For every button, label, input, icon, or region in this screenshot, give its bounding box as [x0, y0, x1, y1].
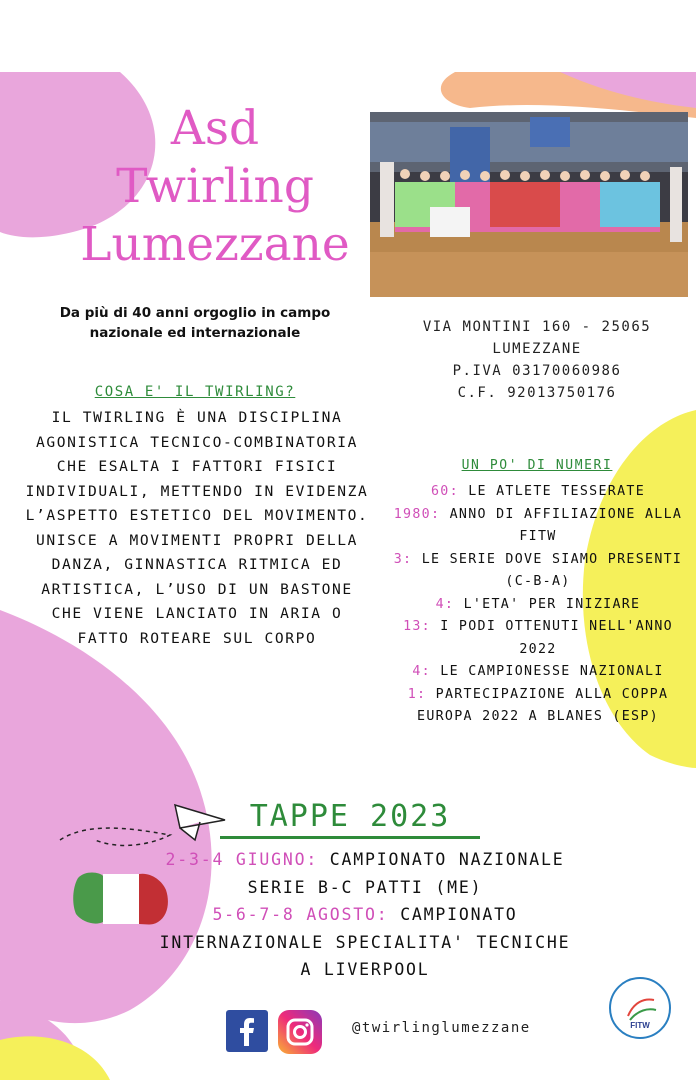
yellow-blob-bottom-left [0, 1036, 110, 1080]
numeri-item: 60: LE ATLETE TESSERATE [430, 484, 646, 499]
tappe-heading: TAPPE 2023 [220, 800, 480, 839]
event-1: 2-3-4 GIUGNO: CAMPIONATO NAZIONALE SERIE B-C PATTI (ME) [165, 850, 565, 897]
title-line-3: Lumezzane [80, 217, 350, 272]
subtitle-line-1: Da più di 40 anni orgoglio in campo [59, 305, 331, 321]
tappe-events [150, 846, 580, 984]
numeri-item: 13: I PODI OTTENUTI NELL'ANNO 2022 [403, 619, 673, 657]
team-photo [370, 112, 688, 297]
fitw-logo [608, 976, 672, 1040]
page-title [40, 100, 390, 274]
title-line-2: Twirling [116, 159, 314, 214]
subtitle [40, 303, 350, 343]
svg-text:FITW: FITW [630, 1021, 650, 1030]
numeri-item: 1: PARTECIPAZIONE ALLA COPPA EUROPA 2022 A BLANES (ESP) [407, 686, 669, 724]
address-city: LUMEZZANE [492, 341, 582, 357]
address-street: VIA MONTINI 160 - 25065 [422, 319, 652, 335]
numeri-item: 3: LE SERIE DOVE SIAMO PRESENTI (C-B-A) [393, 551, 683, 589]
address-cf: C.F. 92013750176 [457, 385, 617, 401]
address-piva: P.IVA 03170060986 [452, 363, 622, 379]
facebook-icon[interactable] [226, 1010, 268, 1052]
numeri-list [380, 481, 696, 729]
numeri-heading: UN PO' DI NUMERI [461, 458, 613, 473]
address-block [378, 316, 696, 404]
social-handle[interactable]: @twirlinglumezzane [352, 1020, 531, 1036]
title-line-1: Asd [170, 101, 260, 156]
subtitle-line-2: nazionale ed internazionale [89, 325, 301, 341]
cosa-heading: COSA E' IL TWIRLING? [94, 384, 296, 400]
numeri-item: 4: LE CAMPIONESSE NAZIONALI [412, 664, 664, 679]
instagram-icon[interactable] [278, 1010, 322, 1054]
numeri-item: 4: L'ETA' PER INIZIARE [435, 596, 641, 612]
cosa-body: IL TWIRLING È UNA DISCIPLINA AGONISTICA TECNICO-COMBINATORIA CHE ESALTA I FATTORI FISICI INDIVIDUALI, METTENDO IN EVIDENZA L’ASPETTO ESTETICO DEL MOVIMENTO. UNISCE A MOVIMENTI PROPRI DELLA DANZA, GINNASTICA RITMICA ED ARTISTICA, L’USO DI UN BASTONE CHE VIENE LANCIATO IN ARIA O FATTO ROTEARE SUL CORPO [25, 409, 369, 647]
event-2: 5-6-7-8 AGOSTO: CAMPIONATO INTERNAZIONALE SPECIALITA' TECNICHE A LIVERPOOL [159, 905, 571, 979]
numeri-item: 1980: ANNO DI AFFILIAZIONE ALLA FITW [393, 506, 683, 544]
